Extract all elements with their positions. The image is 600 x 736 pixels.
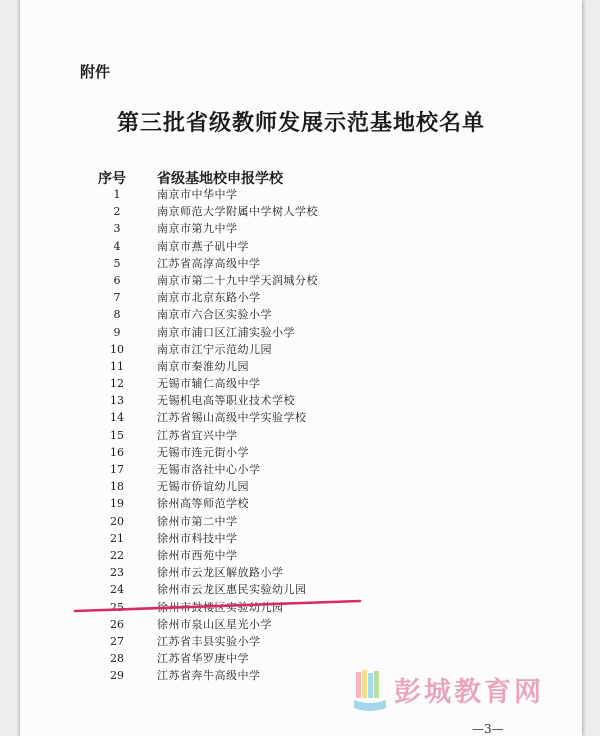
school-name: 徐州市科技中学 (157, 531, 238, 545)
row-number: 23 (110, 566, 124, 580)
table-row (20, 564, 582, 581)
school-name: 江苏省高淳高级中学 (157, 256, 261, 270)
table-row (20, 547, 582, 564)
row-number: 1 (113, 188, 121, 201)
table-row (20, 461, 582, 478)
school-name: 徐州市泉山区星光小学 (157, 617, 272, 631)
row-number: 21 (110, 531, 124, 545)
row-number: 11 (110, 359, 124, 373)
table-row (20, 255, 582, 272)
school-name: 江苏省奔牛高级中学 (157, 669, 261, 683)
school-name: 江苏省丰县实验小学 (157, 634, 261, 648)
table-row (20, 324, 582, 341)
row-number: 13 (110, 394, 124, 408)
row-number: 8 (113, 308, 121, 322)
table-row (20, 444, 582, 461)
table-row (20, 599, 582, 616)
row-number: 6 (113, 273, 121, 287)
document-title: 第三批省级教师发展示范基地校名单 (116, 110, 485, 136)
row-number: 3 (113, 222, 121, 236)
table-row (20, 341, 582, 358)
school-name: 南京市燕子矶中学 (157, 239, 249, 253)
table-row (20, 392, 582, 409)
table-row (20, 633, 582, 650)
row-number: 2 (113, 205, 121, 219)
book-logo-icon (350, 668, 390, 716)
school-name: 徐州市云龙区解放路小学 (157, 566, 284, 580)
column-header-number: 序号 (98, 171, 126, 187)
table-row (20, 186, 582, 203)
table-row (20, 530, 582, 547)
table-row (20, 581, 582, 598)
school-name: 无锡机电高等职业技术学校 (157, 394, 295, 408)
row-number: 4 (113, 239, 121, 253)
school-name: 南京市江宁示范幼儿园 (157, 342, 272, 356)
table-row (20, 409, 582, 426)
school-name: 江苏省宜兴中学 (157, 428, 238, 442)
table-row (20, 238, 582, 255)
table-row (20, 220, 582, 237)
row-number: 24 (110, 583, 124, 597)
school-name: 无锡市辅仁高级中学 (157, 377, 261, 391)
school-name: 无锡市连元街小学 (157, 445, 249, 459)
school-name: 徐州市西苑中学 (157, 548, 238, 562)
table-row (20, 203, 582, 220)
school-name: 无锡市侨谊幼儿园 (157, 480, 249, 494)
school-name: 南京市中华中学 (157, 188, 238, 201)
school-name: 南京师范大学附属中学树人学校 (157, 205, 318, 219)
row-number: 26 (110, 617, 124, 631)
table-row (20, 650, 582, 667)
school-name: 徐州市第二中学 (157, 514, 238, 528)
school-list (20, 186, 582, 684)
table-row (20, 272, 582, 289)
school-name: 徐州市鼓楼区实验幼儿园 (157, 600, 284, 614)
row-number: 22 (110, 548, 124, 562)
school-name: 南京市秦淮幼儿园 (157, 359, 249, 373)
school-name: 徐州市云龙区惠民实验幼儿园 (157, 583, 307, 597)
school-name: 南京市北京东路小学 (157, 291, 261, 305)
table-row (20, 616, 582, 633)
row-number: 14 (110, 411, 124, 425)
row-number: 17 (110, 463, 124, 476)
row-number: 7 (113, 291, 121, 305)
row-number: 25 (110, 600, 124, 614)
row-number: 19 (110, 497, 124, 511)
table-row (20, 427, 582, 444)
row-number: 16 (110, 445, 124, 459)
page-number: —3— (472, 722, 504, 736)
school-name: 江苏省华罗庚中学 (157, 652, 249, 666)
table-row (20, 495, 582, 512)
school-name: 无锡市洛社中心小学 (157, 463, 261, 476)
school-name: 徐州高等师范学校 (157, 497, 249, 511)
table-row (20, 513, 582, 530)
table-row (20, 289, 582, 306)
school-name: 江苏省锡山高级中学实验学校 (157, 411, 307, 425)
row-number: 12 (110, 377, 124, 391)
watermark-text: 彭城教育网 (394, 677, 544, 708)
school-name: 南京市六合区实验小学 (157, 308, 272, 322)
school-name: 南京市浦口区江浦实验小学 (157, 325, 295, 339)
table-row (20, 375, 582, 392)
table-row (20, 478, 582, 495)
row-number: 29 (110, 669, 124, 683)
row-number: 10 (110, 342, 124, 356)
document-page (20, 0, 582, 736)
school-name: 南京市第二十九中学天润城分校 (157, 273, 318, 287)
row-number: 5 (113, 256, 121, 270)
column-header-school: 省级基地校申报学校 (157, 171, 283, 187)
row-number: 9 (113, 325, 121, 339)
table-row (20, 306, 582, 323)
attachment-label: 附件 (80, 63, 111, 81)
watermark (350, 668, 590, 720)
row-number: 27 (110, 634, 124, 648)
row-number: 18 (110, 480, 124, 494)
row-number: 28 (110, 652, 124, 666)
row-number: 15 (110, 428, 124, 442)
table-row (20, 358, 582, 375)
row-number: 20 (110, 514, 124, 528)
school-name: 南京市第九中学 (157, 222, 238, 236)
